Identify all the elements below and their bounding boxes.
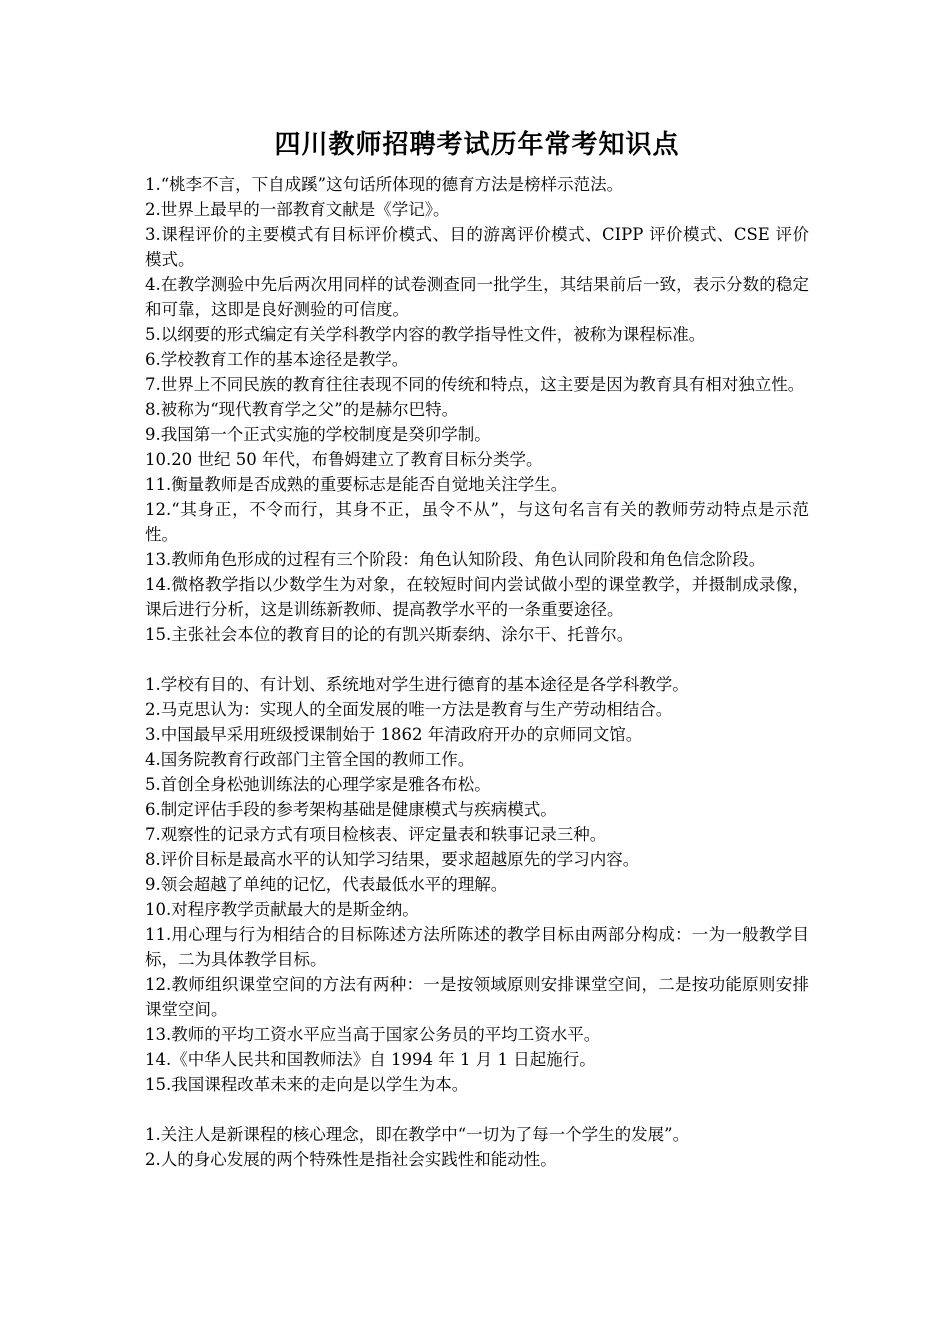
knowledge-point: 12.教师组织课堂空间的方法有两种：一是按领域原则安排课堂空间，二是按功能原则安排课堂空间。: [145, 975, 809, 1019]
knowledge-point: 7.世界上不同民族的教育往往表现不同的传统和特点，这主要是因为教育具有相对独立性。: [145, 375, 805, 394]
knowledge-point: 5.以纲要的形式编定有关学科教学内容的教学指导性文件，被称为课程标准。: [145, 325, 706, 344]
knowledge-section: [145, 1122, 809, 1172]
document-page: [145, 128, 809, 1172]
document-body: [145, 172, 809, 1172]
document-title: 四川教师招聘考试历年常考知识点: [274, 130, 680, 160]
knowledge-point: 13.教师角色形成的过程有三个阶段：角色认知阶段、角色认同阶段和角色信念阶段。: [145, 550, 766, 569]
knowledge-point: 9.我国第一个正式实施的学校制度是癸卯学制。: [145, 425, 491, 444]
section-spacer: [145, 647, 809, 672]
knowledge-point: 2.人的身心发展的两个特殊性是指社会实践性和能动性。: [145, 1150, 557, 1169]
knowledge-point: 7.观察性的记录方式有项目检核表、评定量表和轶事记录三种。: [145, 825, 607, 844]
knowledge-point: 9.领会超越了单纯的记忆，代表最低水平的理解。: [145, 875, 508, 894]
knowledge-point: 10.20 世纪 50 年代，布鲁姆建立了教育目标分类学。: [145, 450, 543, 469]
knowledge-point: 15.主张社会本位的教育目的论的有凯兴斯泰纳、涂尔干、托普尔。: [145, 625, 634, 644]
section-spacer: [145, 1097, 809, 1122]
knowledge-point: 11.用心理与行为相结合的目标陈述方法所陈述的教学目标由两部分构成：一为一般教学目标，二为具体教学目标。: [145, 925, 809, 969]
knowledge-point: 6.学校教育工作的基本途径是教学。: [145, 350, 409, 369]
knowledge-point: 15.我国课程改革未来的走向是以学生为本。: [145, 1075, 469, 1094]
knowledge-point: 8.评价目标是最高水平的认知学习结果，要求超越原先的学习内容。: [145, 850, 640, 869]
knowledge-point: 2.世界上最早的一部教育文献是《学记》。: [145, 200, 450, 219]
knowledge-section: [145, 172, 809, 647]
knowledge-point: 14.微格教学指以少数学生为对象，在较短时间内尝试做小型的课堂教学，并摄制成录像，课后进行分析，这是训练新教师、提高教学水平的一条重要途径。: [145, 575, 809, 619]
knowledge-point: 6.制定评估手段的参考架构基础是健康模式与疾病模式。: [145, 800, 557, 819]
knowledge-point: 10.对程序教学贡献最大的是斯金纳。: [145, 900, 419, 919]
knowledge-point: 2.马克思认为：实现人的全面发展的唯一方法是教育与生产劳动相结合。: [145, 700, 673, 719]
knowledge-point: 3.课程评价的主要模式有目标评价模式、目的游离评价模式、CIPP 评价模式、CSE 评价模式。: [145, 225, 809, 269]
knowledge-point: 14.《中华人民共和国教师法》自 1994 年 1 月 1 日起施行。: [145, 1050, 596, 1069]
knowledge-point: 8.被称为“现代教育学之父”的是赫尔巴特。: [145, 400, 459, 419]
knowledge-section: [145, 672, 809, 1097]
knowledge-point: 12.“其身正，不令而行，其身不正，虽令不从”，与这句名言有关的教师劳动特点是示范性。: [145, 500, 809, 544]
knowledge-point: 5.首创全身松弛训练法的心理学家是雅各布松。: [145, 775, 491, 794]
knowledge-point: 1.关注人是新课程的核心理念，即在教学中“一切为了每一个学生的发展”。: [145, 1125, 690, 1144]
knowledge-point: 1.学校有目的、有计划、系统地对学生进行德育的基本途径是各学科教学。: [145, 675, 689, 694]
knowledge-point: 4.在教学测验中先后两次用同样的试卷测查同一批学生，其结果前后一致，表示分数的稳定和可靠，这即是良好测验的可信度。: [145, 275, 809, 319]
knowledge-point: 4.国务院教育行政部门主管全国的教师工作。: [145, 750, 475, 769]
knowledge-point: 3.中国最早采用班级授课制始于 1862 年清政府开办的京师同文馆。: [145, 725, 643, 744]
knowledge-point: 1.“桃李不言，下自成蹊”这句话所体现的德育方法是榜样示范法。: [145, 175, 624, 194]
knowledge-point: 11.衡量教师是否成熟的重要标志是能否自觉地关注学生。: [145, 475, 568, 494]
knowledge-point: 13.教师的平均工资水平应当高于国家公务员的平均工资水平。: [145, 1025, 601, 1044]
